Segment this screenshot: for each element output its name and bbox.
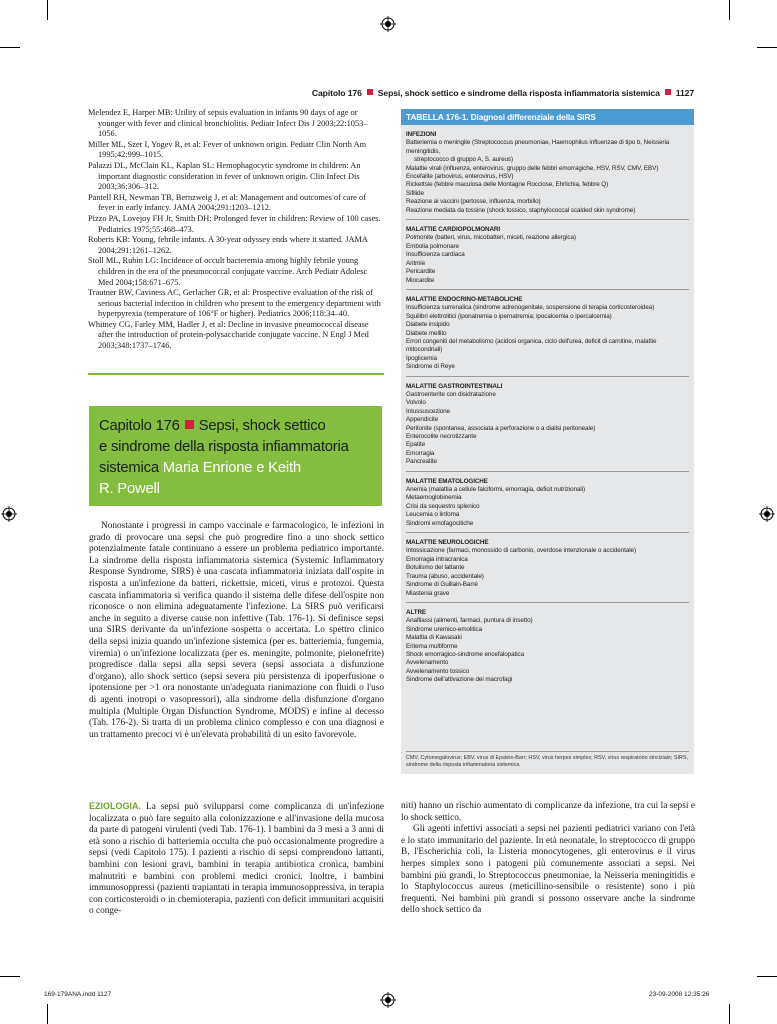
table-item: Emorragia intracranica: [406, 555, 468, 563]
table-item: Enterocolite necrotizzante: [406, 433, 477, 440]
running-header: [88, 88, 694, 102]
chapter-title-box: [89, 406, 382, 506]
table-item: Errori congeniti del metabolismo (acidosi organica, ciclo dell'urea, deficit di carnitine, malattie mitocondriali): [406, 337, 657, 354]
table-item: Squilibri elettrolitici (iponatremia o ipernatremia; ipocalcemia o ipercalcemia): [406, 312, 612, 320]
table-section-divider: [406, 219, 689, 220]
crop-mark: [0, 976, 20, 977]
table-item: Insufficienza surrenalica (sindrome adrenogenitale, sospensione di terapia corticosteroidea): [406, 304, 655, 312]
red-square-icon: [665, 89, 671, 95]
table-item: Crisi da sequestro splenico: [406, 502, 480, 510]
table-section-heading: MALATTIE CARDIOPOLMONARI: [406, 226, 501, 234]
page-number: 1127: [675, 88, 694, 98]
intro-paragraph: Nonostante i progressi in campo vaccinale e farmacologico, le infezioni in grado di provocare una sepsi che può progredire fino a uno shock settico potenzialmente fatale continuano a essere un problema pediatrico importante. La sindrome della risposta infiammatoria sistemica (Systemic Inflammatory Response Syndrome, SIRS) è una cascata infiammatoria iniziata dall'ospite in risposta a un'infezione da batteri, rickettsie, miceti, virus e protozoi. Questa cascata infiammatoria si verifica quando il sistema delle difese dell'ospite non riconosce o non elimina adeguatamente l'infezione. La SIRS può verificarsi anche in seguito a diverse cause non infettive (Tab. 176-1). Si definisce sepsi una SIRS derivante da un'infezione sospetta o accertata. Lo spettro clinico della sepsi inizia quando un'infezione sistemica (per es. batteriemia, fungemia, viremia) o un'infezione localizzata (per es. meningite, polmonite, pielonefrite) progredisce dalla sepsi alla sepsi severa (sepsi associata a disfunzione d'organo), allo shock settico (sepsi severa più persistenza di ipoperfusione o ipotensione per >1 ora nonostante un'adeguata rianimazione con fluidi o l'uso di agenti inotropi o vasopressori), alla sindrome della disfunzione d'organo multipla (Multiple Organ Disfunction Syndrome, MODS) e infine al decesso (Tab. 176-2). Si tratta di un problema clinico complesso e con una diagnosi e un trattamento precoci vi è un'elevata probabilità di un esito favorevole.: [89, 521, 384, 740]
table-item: Sindromi emofagocitiche: [406, 519, 474, 527]
reference-item: Miller ML, Szer I, Yogev R, et al: Fever of unknown origin. Pediatr Clin North Am 1995;42:999–1015.: [88, 139, 367, 160]
table-label: TABELLA 176-1.: [406, 112, 469, 122]
red-square-icon: [367, 89, 373, 95]
chapter-title-line: e sindrome della risposta infiammatoria: [99, 439, 349, 455]
table-body: [401, 125, 694, 685]
registration-mark-icon: [380, 16, 396, 32]
reference-list: [88, 108, 384, 352]
table-title: [401, 109, 694, 125]
table-item: Emorragia: [406, 449, 435, 457]
body-paragraph: Gli agenti infettivi associati a sepsi nei pazienti pediatrici variano con l'età e lo stato immunitario del paziente. In età neonatale, lo streptococco di gruppo B, l'Escherichia coli, la Listeria monocytogenes, gli enterovirus e il virus herpes simplex sono i patogeni più comunemente associati a sepsi. Nei bambini più grandi, lo Streptococcus pneumoniae, la Neisseria meningitidis e lo Staphylococcus aureus (meticillino-sensibile o resistente) sono i più frequenti. Nei bambini più grandi si possono osservare anche la sindrome dello shock settico da: [401, 824, 695, 916]
reference-item: Roberts KB: Young, febrile infants. A 30-year odyssey ends where it started. JAMA 2004;291:1261–1262.: [88, 235, 368, 255]
table-item: Intussuscezione: [406, 407, 450, 415]
table-item: Appendicite: [406, 416, 439, 424]
table-item: Rickettsie (febbre maculosa delle Montagne Rocciose, Ehrlichia, febbre Q): [406, 181, 609, 189]
table-item: Reazione mediata da tossine (shock tossico, staphylococcal scalded skin syndrome): [406, 206, 636, 214]
file-slug: 169-179ANA.indd 1127: [44, 991, 112, 998]
table-caption: Diagnosi differenziale della SIRS: [470, 112, 596, 122]
header-chapter: Capitolo 176: [311, 88, 362, 98]
table-section-divider: [406, 376, 689, 377]
table-item: Anafilassi (alimenti, farmaci, puntura di insetto): [406, 617, 533, 625]
section-divider: [88, 373, 384, 375]
table-item: Miastenia grave: [406, 589, 450, 597]
chapter-number: Capitolo 176: [99, 418, 180, 434]
crop-mark: [757, 976, 777, 977]
right-column-text: [401, 801, 695, 917]
table-section-divider: [406, 602, 689, 603]
table-section-divider: [406, 532, 689, 533]
table-section-heading: MALATTIE ENDOCRINO-METABOLICHE: [406, 295, 523, 303]
table-item: Encefalite (arbovirus, enterovirus, HSV): [406, 173, 514, 181]
crop-mark: [729, 1004, 730, 1024]
reference-item: Palazzi DL, McClain KL, Kaplan SL: Hemophagocytic syndrome in children: An important diagnostic consideration in fever of unknown origin. Clin Infect Dis 2003;36:306–312.: [88, 160, 361, 192]
table-item: Epatite: [406, 441, 426, 449]
table-item: Botulismo del lattante: [406, 564, 465, 572]
table-item: Batteriemia o meningite (Streptococcus pneumoniae, Haemophilus influenzae di tipo b, Neisseria meningitidis,: [406, 139, 670, 155]
table-item: Diabete insipido: [406, 321, 450, 329]
chapter-authors: Maria Enrione e Keith: [162, 460, 301, 476]
reference-item: Pizzo PA, Lovejoy FH Jr, Smith DH: Prolonged fever in children: Review of 100 cases. Pediatrics 1975;55:468–473.: [88, 213, 381, 234]
table-item: Eritema multiforme: [406, 642, 458, 650]
table-footnote: CMV, Cytomegalovirus; EBV, virus di Epstein-Barr; HSV, virus herpes simplex; RSV, virus respiratorio sinciziale; SIRS, sindrome della risposta infiammatoria sistemica.: [406, 751, 689, 770]
chapter-title-line: Sepsi, shock settico: [198, 418, 326, 434]
table-item: Sindrome uremico-emolitica: [406, 625, 483, 633]
table-section-divider: [406, 289, 689, 290]
table-section-heading: MALATTIE NEUROLOGICHE: [406, 539, 489, 547]
table-item: Volvolo: [406, 399, 426, 407]
table-item: Malattia di Kawasaki: [406, 634, 462, 642]
table-section-heading: MALATTIE EMATOLOGICHE: [406, 477, 488, 485]
date-slug: 23-09-2008 12:35:26: [649, 991, 710, 998]
chapter-title-line: sistemica: [99, 460, 159, 476]
table-item: Miocardite: [406, 276, 435, 284]
table-item: Gastroenterite con disidratazione: [406, 390, 496, 398]
crop-mark: [47, 1004, 48, 1024]
table-item: Metaemoglobinemia: [406, 494, 462, 502]
table-item: Intossicazione (farmaci, monossido di carbonio, overdose intenzionale o accidentale): [406, 547, 636, 555]
registration-mark-icon: [1, 506, 17, 522]
etiology-text: La sepsi può svilupparsi come complicanza di un'infezione localizzata o può fare seguito alla colonizzazione e all'invasione della mucosa da parte di patogeni virulenti (vedi Tab. 176-1). I bambini da 3 mesi a 3 anni di età sono a rischio di batteriemia occulta che può occasionalmente progredire a sepsi (vedi Capitolo 175). I pazienti a rischio di sepsi comprendono lattanti, bambini con lesioni gravi, bambini in terapia antibiotica cronica, bambini malnutriti e bambini con problemi medici cronici. Inoltre, i bambini immunosoppressi (pazienti trapiantati in terapia immunosoppressiva, in terapia con corticosteroidi o in chemioterapia, pazienti con deficit immunitari acquisiti o conge-: [89, 802, 385, 917]
table-item: Trauma (abuso, accidentale): [406, 572, 484, 580]
table-item: Pancreatite: [406, 458, 437, 466]
table-section-heading: MALATTIE GASTROINTESTINALI: [406, 382, 503, 390]
table-item: Embolia polmonare: [406, 242, 459, 250]
table-item: Ipoglicemia: [406, 354, 437, 362]
table-item: Reazione ai vaccini (pertosse, influenza, morbillo): [406, 198, 541, 206]
table-item: Avvelenamento tossico: [406, 667, 470, 675]
table-item: Sindrome di Guillain-Barré: [406, 581, 478, 589]
chapter-authors: R. Powell: [99, 481, 160, 497]
table-item: streptococco di gruppo A, S. aureus): [414, 156, 514, 164]
table-item: Avvelenamento: [406, 659, 449, 667]
differential-diagnosis-table: [401, 109, 694, 774]
table-item: Leucemia o linfoma: [406, 511, 460, 519]
table-item: Malattie virali (influenza, enterovirus, gruppo delle febbri emorragiche, HSV, RSV, CMV, EBV): [406, 164, 659, 172]
registration-mark-icon: [380, 992, 396, 1008]
table-item: Pericardite: [406, 268, 436, 276]
table-item: Shock emorragico-sindrome encefalopatica: [406, 650, 525, 658]
table-section-heading: INFEZIONI: [406, 131, 437, 138]
header-title: Sepsi, shock settico e sindrome della risposta infiammatoria sistemica: [377, 88, 660, 98]
reference-item: Whitney CG, Farley MM, Hadler J, et al: Decline in invasive pneumococcal disease after the introduction of protein-polysaccharide conjugate vaccine. N Engl J Med 2003;348:1737–1746.: [88, 319, 369, 351]
reference-item: Pantell RH, Newman TB, Bernzweig J, et al: Management and outcomes of care of fever in early infancy. JAMA 2004;291:1203–1212.: [88, 192, 366, 213]
table-item: Anemia (malattia a cellule falciformi, emorragia, deficit nutrizionali): [406, 486, 586, 494]
reference-item: Stoll ML, Rubin LG: Incidence of occult bacteremia among highly febrile young children in the era of the pneumococcal conjugate vaccine. Arch Pediatr Adolesc Med 2004;158:671–675.: [88, 256, 368, 287]
table-section-divider: [406, 471, 689, 472]
reference-item: Trautner BW, Caviness AC, Gerlacher GR, et al: Prospective evaluation of the risk of serious bacterial infection in children who present to the emergency department with hyperpyrexia (temperature of 106°F or higher). Pediatrics 2006;118:34–40.: [88, 288, 381, 319]
table-item: Diabete mellito: [406, 329, 447, 337]
registration-mark-icon: [759, 506, 775, 522]
crop-mark: [729, 0, 730, 20]
crop-mark: [757, 47, 777, 48]
table-item: Aritmie: [406, 259, 426, 267]
red-square-icon: [185, 420, 194, 429]
table-item: Sindrome dell'attivazione dei macrofagi: [406, 676, 513, 684]
table-item: Peritonite (spontanea, associata a perforazione o a dialisi peritoneale): [406, 424, 596, 432]
table-section-heading: ALTRE: [406, 608, 427, 616]
table-item: Insufficienza cardiaca: [406, 251, 465, 259]
crop-mark: [0, 47, 20, 48]
reference-item: Melendez E, Harper MB: Utility of sepsis evaluation in infants 90 days of age or younger with fever and clinical bronchiolitis. Pediatr Infect Dis J 2003;22:1053–1056.: [88, 108, 368, 139]
table-item: Polmonite (batteri, virus, micobatteri, miceti, reazione allergica): [406, 234, 576, 242]
etiology-heading: EZIOLOGIA.: [89, 801, 142, 811]
crop-mark: [47, 0, 48, 20]
body-paragraph: niti) hanno un rischio aumentato di complicanze da infezione, tra cui la sepsi e lo shock settico.: [401, 801, 695, 823]
table-item: Sindrome di Reye: [406, 363, 455, 371]
table-item: Sifilide: [406, 189, 424, 197]
etiology-paragraph: [89, 801, 384, 918]
